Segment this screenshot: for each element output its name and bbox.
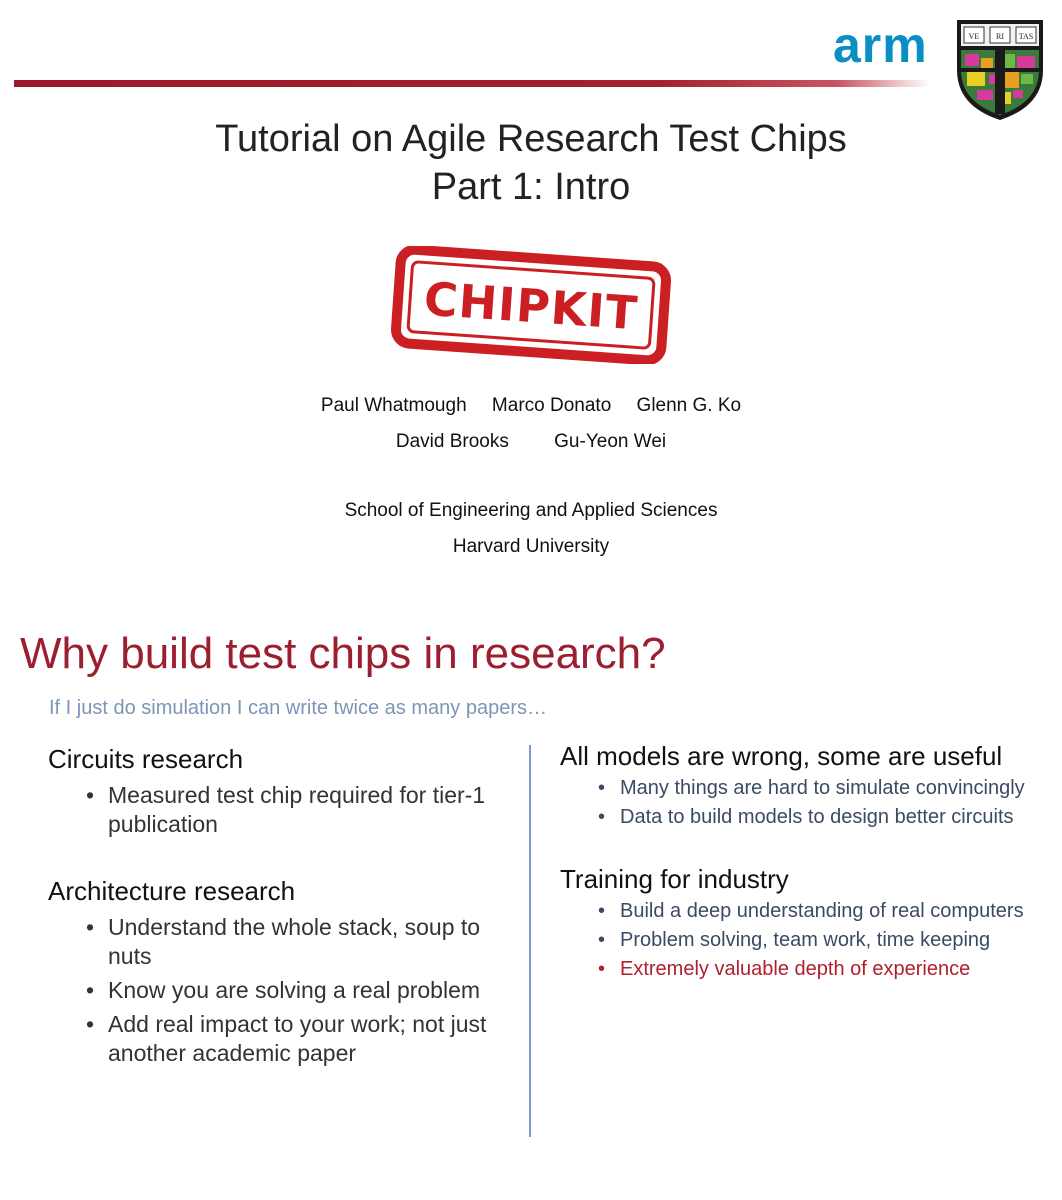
- author-name: Gu-Yeon Wei: [554, 431, 667, 452]
- arm-logo: arm: [833, 17, 928, 73]
- bullet-list: [598, 777, 1030, 829]
- authors-row-2: [0, 431, 1062, 453]
- author-name: David Brooks: [395, 431, 509, 452]
- affiliation-university: Harvard University: [452, 536, 610, 557]
- bullet-item: • Know you are solving a real problem: [86, 976, 508, 1005]
- shield-letters-ve: VE: [968, 32, 980, 41]
- right-column: [560, 742, 1030, 987]
- bullet-item: • Build a deep understanding of real computers: [598, 900, 1030, 923]
- slide-subtitle: If I just do simulation I can write twice as many papers…: [49, 697, 547, 719]
- bullet-list: [598, 900, 1030, 981]
- section-circuits: [48, 745, 508, 839]
- bullet-item: • Understand the whole stack, soup to nuts: [86, 913, 508, 971]
- column-divider: [529, 745, 531, 1137]
- chipkit-stamp-text: CHIPKIT: [422, 271, 640, 341]
- section-heading: Circuits research: [48, 744, 244, 774]
- authors-row-1: [0, 395, 1062, 417]
- bullet-item: • Data to build models to design better circuits: [598, 806, 1030, 829]
- author-name: Glenn G. Ko: [636, 395, 742, 416]
- section-industry: [560, 865, 1030, 981]
- bullet-item: • Measured test chip required for tier-1 publication: [86, 781, 508, 839]
- slide-title: Why build test chips in research?: [20, 629, 666, 678]
- header-rule: [14, 80, 930, 87]
- title-line-2: Part 1: Intro: [431, 166, 631, 208]
- section-heading: Architecture research: [48, 875, 296, 906]
- chipkit-stamp-logo: [388, 246, 674, 364]
- author-name: Paul Whatmough: [320, 395, 467, 416]
- section-architecture: [48, 877, 508, 1068]
- author-name: Marco Donato: [491, 395, 612, 416]
- section-heading: All models are wrong, some are useful: [560, 741, 1003, 771]
- affiliation-school: School of Engineering and Applied Sciences: [344, 500, 718, 521]
- bullet-list: [86, 913, 508, 1068]
- title-line-1: Tutorial on Agile Research Test Chips: [215, 118, 847, 160]
- harvard-shield-logo: [955, 18, 1045, 122]
- section-models: [560, 742, 1030, 829]
- shield-letters-tas: TAS: [1018, 32, 1034, 41]
- left-column: [48, 745, 508, 1073]
- shield-letters-ri: RI: [996, 32, 1004, 41]
- bullet-item: • Add real impact to your work; not just another academic paper: [86, 1010, 508, 1068]
- bullet-item: • Many things are hard to simulate convincingly: [598, 777, 1030, 800]
- bullet-list: [86, 781, 508, 839]
- section-heading: Training for industry: [560, 863, 789, 894]
- bullet-item-highlight: • Extremely valuable depth of experience: [598, 958, 1030, 981]
- bullet-item: • Problem solving, team work, time keeping: [598, 929, 1030, 952]
